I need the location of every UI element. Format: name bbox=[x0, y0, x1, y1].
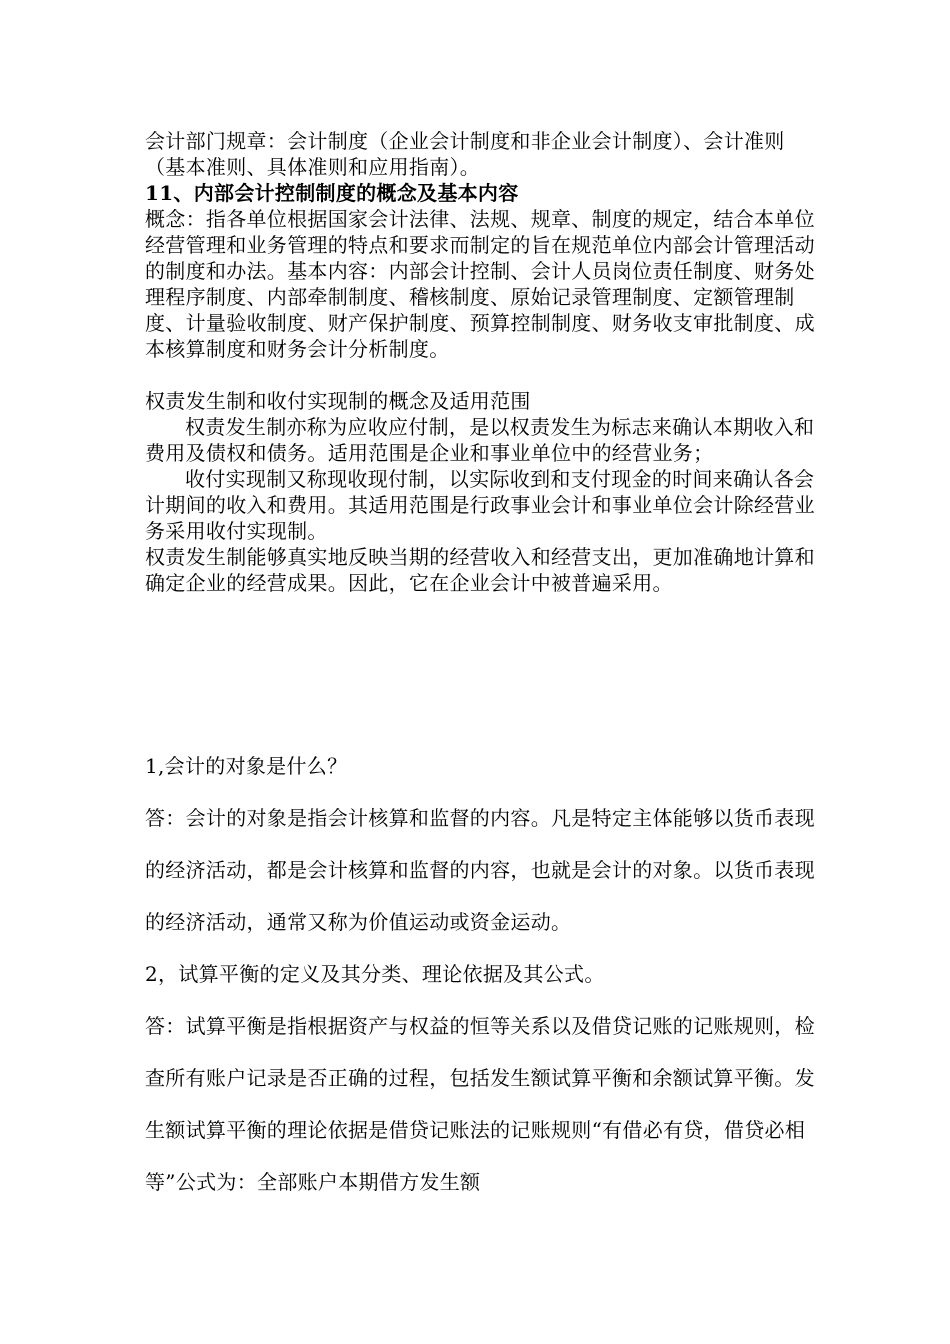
paragraph-accrual-advantage: 权责发生制能够真实地反映当期的经营收入和经营支出，更加准确地计算和确定企业的经营成果。因此，它在企业会计中被普遍采用。 bbox=[145, 545, 815, 595]
question-1: 1,会计的对象是什么？ bbox=[145, 754, 348, 778]
blank-line bbox=[145, 362, 817, 388]
document-section-top bbox=[145, 128, 817, 596]
paragraph-accrual-basis: 权责发生制亦称为应收应付制，是以权责发生为标志来确认本期收入和费用及债权和债务。适用范围是企业和事业单位中的经营业务； bbox=[145, 415, 815, 465]
answer-1: 答：会计的对象是指会计核算和监督的内容。凡是特定主体能够以货币表现的经济活动，都是会计核算和监督的内容，也就是会计的对象。以货币表现的经济活动，通常又称为价值运动或资金运动。 bbox=[145, 806, 815, 934]
heading-internal-control: 11、内部会计控制制度的概念及基本内容 bbox=[145, 181, 519, 205]
paragraph-regulations: 会计部门规章：会计制度（企业会计制度和非企业会计制度）、会计准则（基本准则、具体准则和应用指南）。 bbox=[145, 129, 785, 179]
heading-accrual-cash-basis: 权责发生制和收付实现制的概念及适用范围 bbox=[145, 389, 531, 413]
document-section-qa bbox=[145, 740, 817, 1208]
paragraph-cash-basis: 收付实现制又称现收现付制，以实际收到和支付现金的时间来确认各会计期间的收入和费用。其适用范围是行政事业会计和事业单位会计除经营业务采用收付实现制。 bbox=[145, 467, 815, 543]
answer-2: 答：试算平衡是指根据资产与权益的恒等关系以及借贷记账的记账规则，检查所有账户记录是否正确的过程，包括发生额试算平衡和余额试算平衡。发生额试算平衡的理论依据是借贷记账法的记账规则“有借必有贷，借贷必相等”公式为：全部账户本期借方发生额 bbox=[145, 1014, 815, 1194]
question-2: 2，试算平衡的定义及其分类、理论依据及其公式。 bbox=[145, 962, 605, 986]
paragraph-internal-control: 概念：指各单位根据国家会计法律、法规、规章、制度的规定，结合本单位经营管理和业务管理的特点和要求而制定的旨在规范单位内部会计管理活动的制度和办法。基本内容：内部会计控制、会计人员岗位责任制度、财务处理程序制度、内部牵制制度、稽核制度、原始记录管理制度、定额管理制度、计量验收制度、财产保护制度、预算控制制度、财务收支审批制度、成本核算制度和财务会计分析制度。 bbox=[145, 207, 815, 361]
